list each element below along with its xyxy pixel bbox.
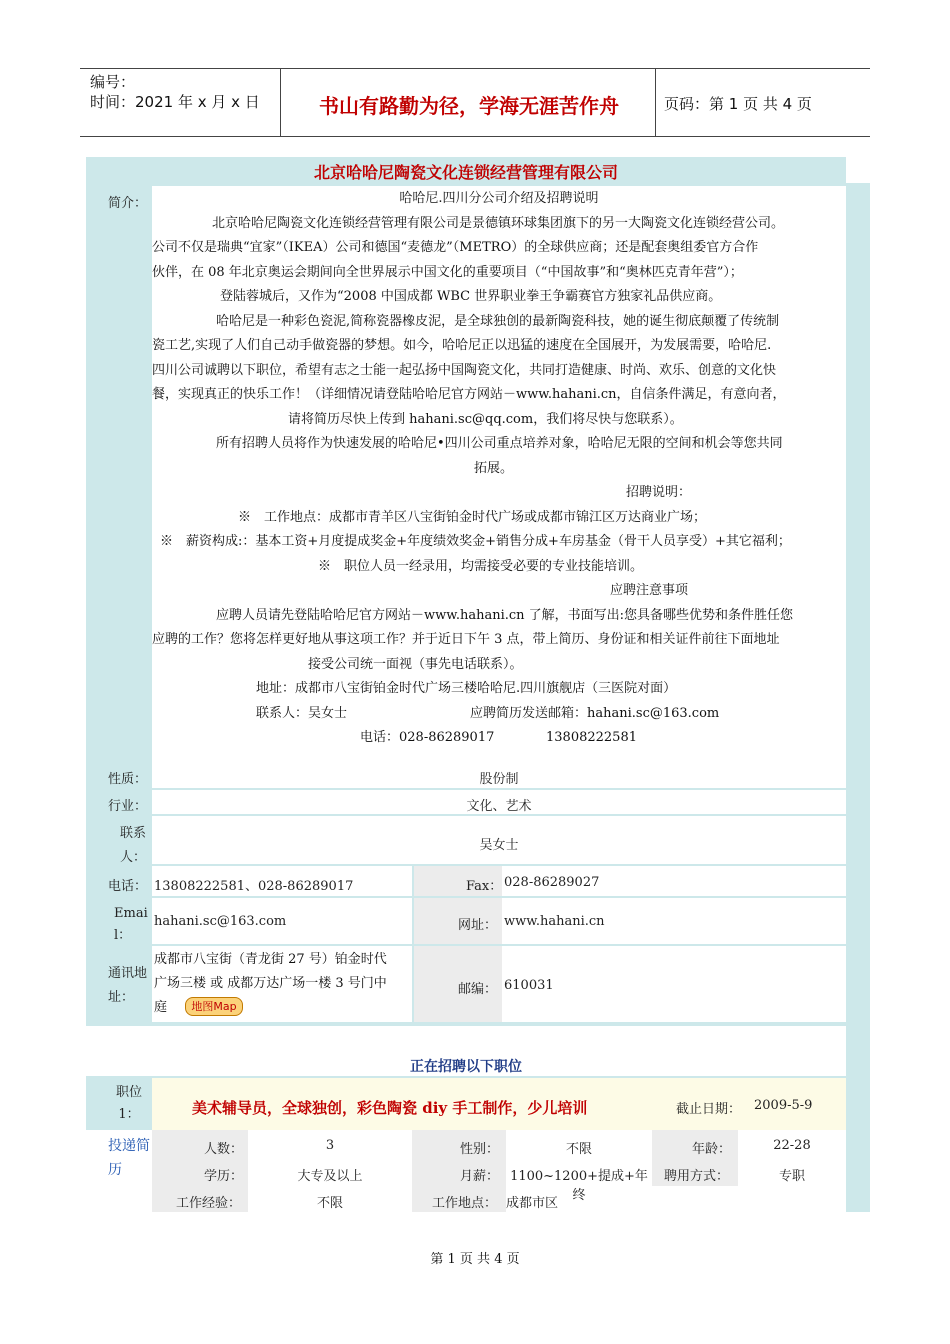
website-link[interactable]: www.hahani.cn xyxy=(504,914,605,929)
intro-line: ※ 职位人员一经录用，均需接受必要的专业技能培训。 xyxy=(318,558,644,574)
hire-type-value: 专职 xyxy=(778,1169,805,1184)
experience-value: 不限 xyxy=(316,1196,343,1211)
map-link-button[interactable]: 地图Map xyxy=(185,997,243,1016)
education-value: 大专及以上 xyxy=(297,1169,363,1184)
intro-line: 瓷工艺,实现了人们自己动手做瓷器的梦想。如今，哈哈尼正以迅猛的速度在全国展开，为发展需要，哈哈尼. xyxy=(152,338,772,353)
intro-email: 应聘简历发送邮箱：hahani.sc@163.com xyxy=(470,705,720,721)
count-value: 3 xyxy=(325,1138,335,1153)
gender-label: 性别： xyxy=(460,1142,500,1157)
intro-phone-row xyxy=(152,726,846,751)
salary-label: 月薪： xyxy=(460,1169,500,1184)
postcode-value: 610031 xyxy=(504,978,554,993)
email-value[interactable]: hahani.sc@163.com xyxy=(154,914,287,929)
intro-mobile: 13808222581 xyxy=(546,730,637,745)
header-motto: 书山有路勤为径，学海无涯苦作舟 xyxy=(319,94,619,118)
experience-label: 工作经验： xyxy=(176,1196,242,1211)
company-name: 北京哈哈尼陶瓷文化连锁经营管理有限公司 xyxy=(313,163,618,182)
salary-value: 1100~1200+提成+年终 xyxy=(510,1169,648,1203)
header-divider xyxy=(280,68,281,136)
address-line: 成都市八宝街（青龙街 27 号）铂金时代 xyxy=(154,952,387,967)
age-value: 22-28 xyxy=(773,1138,811,1153)
intro-contact: 联系人：吴女士 xyxy=(256,705,348,721)
apply-link[interactable]: 投递简历 xyxy=(108,1138,150,1178)
intro-line: 伙伴，在 08 年北京奥运会期间向全世界展示中国文化的重要项目（“中国故事”和“奥林匹克青年营”）； xyxy=(152,264,743,280)
intro-line: 应聘人员请先登陆哈哈尼官方网站－www.hahani.cn 了解，书面写出:您具备哪些优势和条件胜任您 xyxy=(216,607,794,623)
email-label: Email： xyxy=(114,906,148,943)
intro-line: 哈哈尼是一种彩色瓷泥,简称瓷器橡皮泥，是全球独创的最新陶瓷科技，她的诞生彻底颠覆了传统制 xyxy=(216,313,780,329)
address-label: 通讯地址： xyxy=(108,966,148,1005)
jobs-heading: 正在招聘以下职位 xyxy=(410,1059,522,1075)
contact-value: 吴女士 xyxy=(479,838,519,853)
gender-value: 不限 xyxy=(565,1142,592,1157)
intro-line: 登陆蓉城后，又作为“2008 中国成都 WBC 世界职业拳王争霸赛官方独家礼品供应商。 xyxy=(220,289,722,304)
intro-line: 所有招聘人员将作为快速发展的哈哈尼•四川公司重点培养对象，哈哈尼无限的空间和机会等您共同 xyxy=(216,436,783,451)
page-footer: 第 1 页 共 4 页 xyxy=(430,1252,520,1267)
intro-label: 简介： xyxy=(108,196,148,211)
website-label: 网址： xyxy=(458,918,498,933)
intro-line: 北京哈哈尼陶瓷文化连锁经营管理有限公司是景德镇环球集团旗下的另一大陶瓷文化连锁经营公司。 xyxy=(212,215,785,231)
intro-line: 公司不仅是瑞典“宜家”（IKEA）公司和德国“麦德龙”（METRO）的全球供应商；还是配套奥组委官方合作 xyxy=(152,240,759,255)
contact-label: 联系人： xyxy=(120,826,147,865)
postcode-label: 邮编： xyxy=(458,982,498,997)
education-label: 学历： xyxy=(204,1169,244,1184)
intro-line: 应聘注意事项 xyxy=(610,583,689,598)
location-value: 成都市区 xyxy=(506,1196,559,1211)
intro-line: 接受公司统一面视（事先电话联系）。 xyxy=(308,656,523,672)
age-label: 年龄： xyxy=(692,1142,732,1157)
deadline-label: 截止日期： xyxy=(676,1102,742,1117)
phone-value: 13808222581、028-86289017 xyxy=(154,879,354,894)
position-label: 职位1： xyxy=(115,1085,142,1122)
nature-value: 股份制 xyxy=(479,772,519,787)
count-label: 人数： xyxy=(204,1142,244,1157)
header-page-info: 页码：第 1 页 共 4 页 xyxy=(664,95,812,113)
hire-type-label: 聘用方式： xyxy=(664,1169,730,1184)
intro-line: 四川公司诚聘以下职位，希望有志之士能一起弘扬中国陶瓷文化，共同打造健康、时尚、欢乐、创意的文化快 xyxy=(152,362,777,378)
address-line: 广场三楼 或 成都万达广场一楼 3 号门中 xyxy=(154,976,387,991)
intro-line: 招聘说明： xyxy=(626,485,692,500)
phone-label: 电话： xyxy=(108,879,148,894)
intro-line: ※ 薪资构成:：基本工资+月度提成奖金+年度绩效奖金+销售分成+车房基金（骨干人员享受）+其它福利； xyxy=(160,534,791,549)
header-top-rule xyxy=(80,68,870,69)
header-bottom-rule xyxy=(80,136,870,137)
doc-number: 编号： xyxy=(90,73,136,91)
fax-label: Fax： xyxy=(466,879,503,894)
address-line: 庭 xyxy=(154,1000,168,1015)
header-meta xyxy=(90,72,260,112)
fax-value: 028-86289027 xyxy=(504,875,600,890)
nature-label: 性质： xyxy=(108,772,148,787)
panel-edge xyxy=(846,183,870,1212)
intro-line: 地址：成都市八宝街铂金时代广场三楼哈哈尼.四川旗舰店（三医院对面） xyxy=(256,681,677,696)
header-divider xyxy=(655,68,656,136)
location-label: 工作地点： xyxy=(432,1196,498,1211)
intro-title: 哈哈尼.四川分公司介绍及招聘说明 xyxy=(399,191,599,206)
intro-line: 请将简历尽快上传到 hahani.sc@qq.com，我们将尽快与您联系）。 xyxy=(288,411,683,427)
industry-value: 文化、艺术 xyxy=(466,799,532,814)
intro-contact-row xyxy=(152,702,846,727)
intro-line: 餐，实现真正的快乐工作！（详细情况请登陆哈哈尼官方网站－www.hahani.cn，自信条件满足，有意向者， xyxy=(152,387,786,402)
intro-phone: 电话：028-86289017 xyxy=(360,730,495,745)
position-title[interactable]: 美术辅导员，全球独创，彩色陶瓷 diy 手工制作，少儿培训 xyxy=(192,1099,588,1117)
deadline-value: 2009-5-9 xyxy=(754,1098,813,1113)
intro-line: ※ 工作地点：成都市青羊区八宝街铂金时代广场或成都市锦江区万达商业广场； xyxy=(238,509,707,525)
intro-line: 应聘的工作？您将怎样更好地从事这项工作？并于近日下午 3 点，带上简历、身份证和相关证件前往下面地址 xyxy=(152,632,780,647)
intro-line: 拓展。 xyxy=(474,460,514,476)
industry-label: 行业： xyxy=(108,799,148,814)
doc-time: 时间：2021 年 x 月 x 日 xyxy=(90,93,260,111)
intro-text xyxy=(152,187,846,751)
